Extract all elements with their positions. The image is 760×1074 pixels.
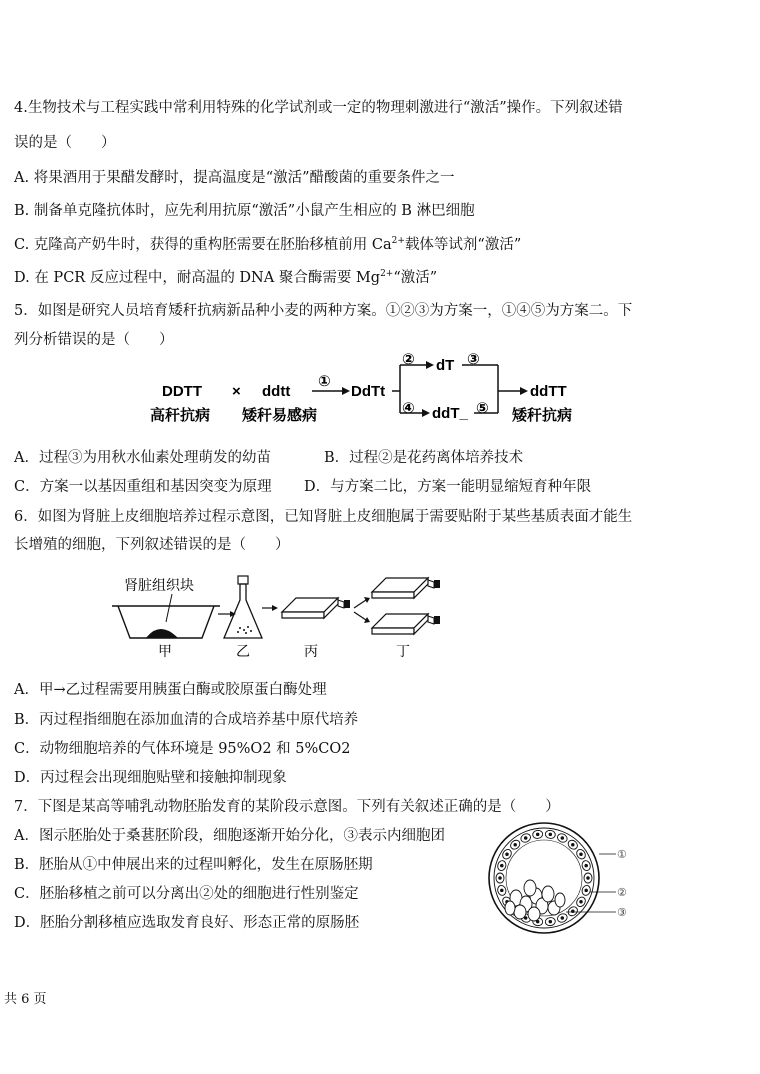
trophoblast-nucleus <box>514 843 517 846</box>
label-zona: ① <box>617 848 627 861</box>
label-icm: ③ <box>617 906 627 919</box>
step2-label: ② <box>402 351 415 368</box>
trophoblast-nucleus <box>587 877 590 880</box>
step5-label: ⑤ <box>476 400 489 417</box>
q4-option-b: B. 制备单克隆抗体时，应先利用抗原“激活”小鼠产生相应的 B 淋巴细胞 <box>14 203 475 219</box>
parent2-phenotype: 矮秆易感病 <box>242 407 318 424</box>
trophoblast-nucleus <box>536 833 539 836</box>
trophoblast-nucleus <box>501 889 504 892</box>
f1-genotype: DdTt <box>351 383 386 400</box>
trophoblast-nucleus <box>549 920 552 923</box>
step3-label: ③ <box>467 351 480 368</box>
label-yi: 乙 <box>236 644 250 660</box>
q6-option-d: D．丙过程会出现细胞贴壁和接触抑制现象 <box>14 770 287 786</box>
q4-option-c: C. 克隆高产奶牛时，获得的重构胚需要在胚胎移植前用 $Ca^{2+}$载体等试剂“激活” <box>14 236 522 253</box>
trophoblast-nucleus <box>501 864 504 867</box>
q7-option-d: D．胚胎分割移植应选取发育良好、形态正常的原肠胚 <box>14 915 360 931</box>
label-ding: 丁 <box>396 644 410 660</box>
q7-stem: 7．下图是某高等哺乳动物胚胎发育的某阶段示意图。下列有关叙述正确的是（ ） <box>14 799 560 815</box>
q5-option-d: D．与方案二比，方案一能明显缩短育种年限 <box>304 479 592 495</box>
q6-stem-line2: 长增殖的细胞，下列叙述错误的是（ ） <box>14 537 290 553</box>
q6-option-c: C．动物细胞培养的气体环境是 95%O2 和 5%CO2 <box>14 741 351 757</box>
cross-symbol: × <box>232 383 241 400</box>
trophoblast-nucleus <box>524 837 527 840</box>
trophoblast-nucleus <box>561 917 564 920</box>
parent1-phenotype: 高秆抗病 <box>150 407 211 424</box>
cell-culture-diagram <box>110 570 450 662</box>
q6-stem-line1: 6．如图为肾脏上皮细胞培养过程示意图，已知肾脏上皮细胞属于需要贴附于某些基质表面才能生 <box>14 509 633 525</box>
trophoblast-nucleus <box>585 864 588 867</box>
q7-option-b: B．胚胎从①中伸展出来的过程叫孵化，发生在原肠胚期 <box>14 857 373 873</box>
breeding-diagram <box>140 343 600 433</box>
q6-option-b: B．丙过程指细胞在添加血清的合成培养基中原代培养 <box>14 712 359 728</box>
q5-option-a: A．过程③为用秋水仙素处理萌发的幼苗 <box>14 450 271 466</box>
q5-option-c: C．方案一以基因重组和基因突变为原理 <box>14 479 272 495</box>
q5-options-row2 <box>14 477 591 497</box>
trophoblast-nucleus <box>585 889 588 892</box>
page-footer: 共 6 页 <box>4 992 47 1007</box>
trophoblast-nucleus <box>524 917 527 920</box>
result-phenotype: 矮秆抗病 <box>512 407 573 424</box>
q5-options-row1 <box>14 448 523 468</box>
trophoblast-nucleus <box>506 853 509 856</box>
result-genotype: ddTT <box>530 383 567 400</box>
label-bing: 丙 <box>304 644 318 660</box>
blastocyst-diagram <box>486 820 636 938</box>
q5-option-b: B．过程②是花药离体培养技术 <box>324 450 524 466</box>
label-jia: 甲 <box>158 644 172 660</box>
step4-label: ④ <box>402 400 415 417</box>
q5-stem-line2: 列分析错误的是（ ） <box>14 332 174 348</box>
q6-option-a: A．甲→乙过程需要用胰蛋白酶或胶原蛋白酶处理 <box>14 682 327 698</box>
label-trophoblast: ② <box>617 886 627 899</box>
q4-stem-line2: 误的是（ ） <box>14 135 116 151</box>
step1-label: ① <box>318 373 331 390</box>
parent2-genotype: ddtt <box>262 383 291 400</box>
parent1-genotype: DDTT <box>162 383 202 400</box>
trophoblast-nucleus <box>549 833 552 836</box>
q5-stem-line1: 5．如图是研究人员培育矮秆抗病新品种小麦的两种方案。①②③为方案一，①④⑤为方案二。下 <box>14 303 633 319</box>
q4-stem-line1: 4.生物技术与工程实践中常利用特殊的化学试剂或一定的物理刺激进行“激活”操作。下列叙述错 <box>14 100 623 116</box>
q4-option-d: D. 在 PCR 反应过程中，耐高温的 DNA 聚合酶需要 $Mg^{2+}“$激活” <box>14 269 438 286</box>
q7-option-a: A．图示胚胎处于桑葚胚阶段，细胞逐渐开始分化，③表示内细胞团 <box>14 828 445 844</box>
haploid-genotype: dT <box>436 357 455 374</box>
trophoblast-nucleus <box>499 877 502 880</box>
tissue-label: 肾脏组织块 <box>124 578 194 594</box>
f2-genotype: ddT_ <box>432 405 468 422</box>
q7-option-c: C．胚胎移植之前可以分离出②处的细胞进行性别鉴定 <box>14 886 359 902</box>
trophoblast-nucleus <box>580 853 583 856</box>
trophoblast-nucleus <box>580 901 583 904</box>
trophoblast-nucleus <box>561 837 564 840</box>
trophoblast-nucleus <box>572 843 575 846</box>
q4-option-a: A. 将果酒用于果醋发酵时，提高温度是“激活”醋酸菌的重要条件之一 <box>14 170 455 186</box>
